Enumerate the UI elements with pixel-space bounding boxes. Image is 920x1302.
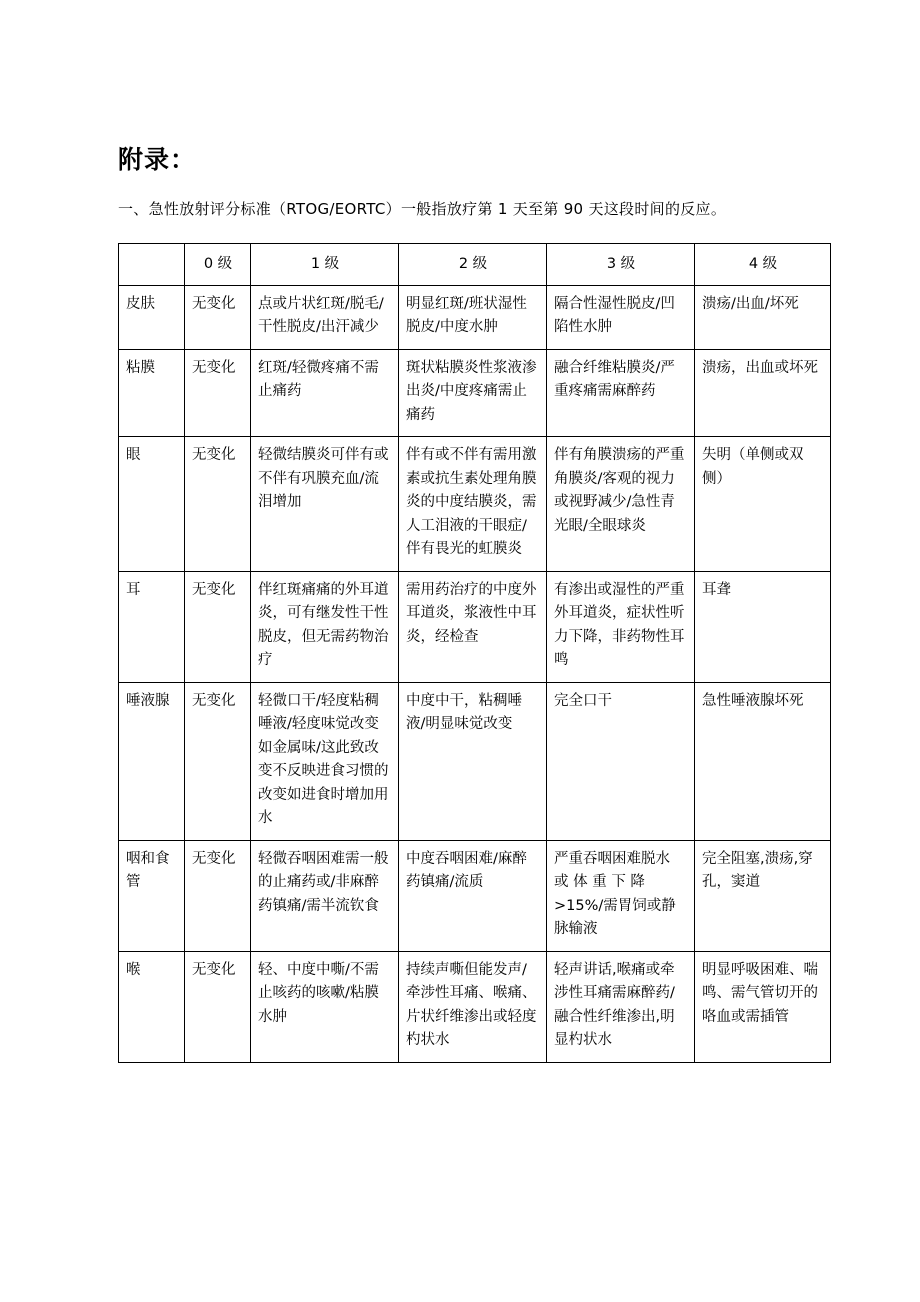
- cell-site: 喉: [119, 951, 185, 1062]
- acute-radiation-scoring-table: [118, 243, 831, 1063]
- cell-grade-0: 无变化: [185, 349, 251, 436]
- cell-grade-2: 持续声嘶但能发声/牵涉性耳痛、喉痛、片状纤维渗出或轻度杓状水: [399, 951, 547, 1062]
- cell-grade-1: 轻微吞咽困难需一般的止痛药或/非麻醉药镇痛/需半流钦食: [251, 840, 399, 951]
- intro-paragraph: 一、急性放射评分标准（RTOG/EORTC）一般指放疗第 1 天至第 90 天这段时间的反应。: [118, 200, 727, 218]
- cell-grade-0: 无变化: [185, 285, 251, 349]
- column-header-grade-4: 4 级: [695, 243, 831, 285]
- cell-grade-1: 红斑/轻微疼痛不需止痛药: [251, 349, 399, 436]
- cell-site: 耳: [119, 571, 185, 682]
- cell-grade-3: 完全口干: [547, 682, 695, 840]
- table-header-row: [119, 243, 831, 285]
- cell-grade-2: 中度中干，粘稠唾液/明显味觉改变: [399, 682, 547, 840]
- cell-grade-2: 中度吞咽困难/麻醉药镇痛/流质: [399, 840, 547, 951]
- table-header: [119, 243, 831, 285]
- cell-grade-1: 轻、中度中嘶/不需止咳药的咳嗽/粘膜水肿: [251, 951, 399, 1062]
- cell-grade-3: 伴有角膜溃疡的严重角膜炎/客观的视力或视野减少/急性青光眼/全眼球炎: [547, 437, 695, 571]
- cell-grade-3: 轻声讲话,喉痛或牵涉性耳痛需麻醉药/融合性纤维渗出,明显杓状水: [547, 951, 695, 1062]
- cell-grade-0: 无变化: [185, 951, 251, 1062]
- cell-grade-4: 耳聋: [695, 571, 831, 682]
- cell-site: 咽和食管: [119, 840, 185, 951]
- cell-grade-4: 溃疡，出血或坏死: [695, 349, 831, 436]
- cell-grade-2: 伴有或不伴有需用激素或抗生素处理角膜炎的中度结膜炎，需人工泪液的干眼症/伴有畏光的虹膜炎: [399, 437, 547, 571]
- table-row: [119, 437, 831, 571]
- cell-grade-2: 斑状粘膜炎性浆液渗出炎/中度疼痛需止痛药: [399, 349, 547, 436]
- cell-grade-0: 无变化: [185, 840, 251, 951]
- table-body: [119, 285, 831, 1062]
- column-header-site: [119, 243, 185, 285]
- cell-grade-0: 无变化: [185, 437, 251, 571]
- cell-grade-4: 失明（单侧或双侧）: [695, 437, 831, 571]
- cell-grade-3: 融合纤维粘膜炎/严重疼痛需麻醉药: [547, 349, 695, 436]
- page-title: 附录：: [118, 145, 197, 174]
- table-row: [119, 349, 831, 436]
- cell-site: 唾液腺: [119, 682, 185, 840]
- cell-grade-2: 明显红斑/班状湿性脱皮/中度水肿: [399, 285, 547, 349]
- cell-grade-4: 溃疡/出血/坏死: [695, 285, 831, 349]
- cell-grade-3: 隔合性湿性脱皮/凹陷性水肿: [547, 285, 695, 349]
- cell-grade-1: 轻微口干/轻度粘稠唾液/轻度味觉改变如金属味/这此致改变不反映进食习惯的改变如进食时增加用水: [251, 682, 399, 840]
- cell-grade-3: 严重吞咽困难脱水 或 体 重 下 降>15%/需胃饲或静脉输液: [547, 840, 695, 951]
- table-row: [119, 571, 831, 682]
- cell-grade-1: 轻微结膜炎可伴有或不伴有巩膜充血/流泪增加: [251, 437, 399, 571]
- cell-grade-1: 伴红斑痛痛的外耳道炎，可有继发性干性脱皮，但无需药物治疗: [251, 571, 399, 682]
- cell-grade-0: 无变化: [185, 682, 251, 840]
- column-header-grade-1: 1 级: [251, 243, 399, 285]
- cell-grade-3: 有渗出或湿性的严重外耳道炎，症状性听力下降，非药物性耳鸣: [547, 571, 695, 682]
- table-row: [119, 840, 831, 951]
- cell-grade-2: 需用药治疗的中度外耳道炎，浆液性中耳炎，经检查: [399, 571, 547, 682]
- column-header-grade-2: 2 级: [399, 243, 547, 285]
- column-header-grade-3: 3 级: [547, 243, 695, 285]
- cell-grade-0: 无变化: [185, 571, 251, 682]
- table-row: [119, 682, 831, 840]
- column-header-grade-0: 0 级: [185, 243, 251, 285]
- cell-grade-4: 急性唾液腺坏死: [695, 682, 831, 840]
- cell-grade-4: 完全阻塞,溃疡,穿孔，窦道: [695, 840, 831, 951]
- cell-site: 皮肤: [119, 285, 185, 349]
- cell-site: 眼: [119, 437, 185, 571]
- cell-grade-4: 明显呼吸困难、喘鸣、需气管切开的咯血或需插管: [695, 951, 831, 1062]
- table-row: [119, 951, 831, 1062]
- cell-site: 粘膜: [119, 349, 185, 436]
- cell-grade-1: 点或片状红斑/脱毛/干性脱皮/出汗减少: [251, 285, 399, 349]
- table-row: [119, 285, 831, 349]
